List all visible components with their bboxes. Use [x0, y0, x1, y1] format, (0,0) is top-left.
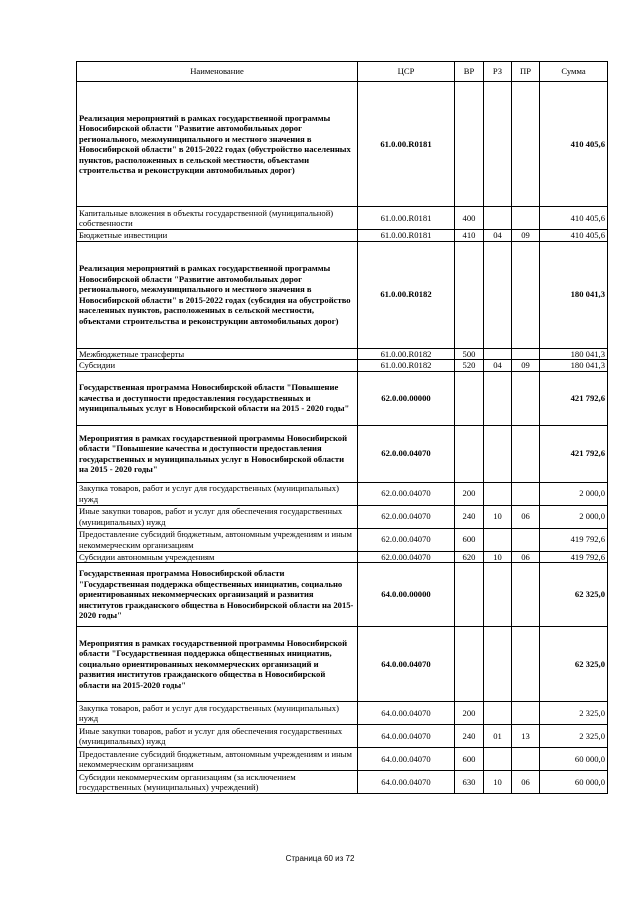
table-row	[77, 505, 608, 528]
row-vr: 500	[455, 348, 484, 360]
row-name: Субсидии автономным учреждениям	[77, 551, 358, 563]
row-csr: 62.0.00.04070	[358, 528, 455, 551]
row-name: Иные закупки товаров, работ и услуг для обеспечения государственных (муниципальных) нужд	[77, 725, 358, 748]
row-sum: 62 325,0	[540, 563, 608, 627]
row-sum: 2 000,0	[540, 482, 608, 505]
row-rz	[484, 241, 512, 348]
row-csr: 61.0.00.R0182	[358, 348, 455, 360]
row-csr: 62.0.00.04070	[358, 505, 455, 528]
row-sum: 419 792,6	[540, 528, 608, 551]
row-rz	[484, 528, 512, 551]
table-row	[77, 371, 608, 425]
row-sum: 410 405,6	[540, 207, 608, 230]
row-vr: 200	[455, 702, 484, 725]
row-vr	[455, 425, 484, 482]
row-pr: 06	[512, 505, 540, 528]
row-pr: 09	[512, 230, 540, 242]
table-row	[77, 551, 608, 563]
row-vr: 630	[455, 771, 484, 794]
row-vr: 240	[455, 505, 484, 528]
row-rz: 04	[484, 360, 512, 372]
row-csr: 62.0.00.04070	[358, 551, 455, 563]
row-vr: 520	[455, 360, 484, 372]
table-row	[77, 748, 608, 771]
row-csr: 62.0.00.00000	[358, 371, 455, 425]
row-csr: 64.0.00.04070	[358, 627, 455, 702]
row-rz: 01	[484, 725, 512, 748]
row-csr: 64.0.00.04070	[358, 771, 455, 794]
table-row	[77, 725, 608, 748]
table-row	[77, 482, 608, 505]
row-pr	[512, 482, 540, 505]
row-name: Межбюджетные трансферты	[77, 348, 358, 360]
table-row	[77, 702, 608, 725]
row-csr: 64.0.00.04070	[358, 702, 455, 725]
row-pr	[512, 425, 540, 482]
row-sum: 180 041,3	[540, 241, 608, 348]
row-vr: 620	[455, 551, 484, 563]
row-rz	[484, 207, 512, 230]
row-csr: 64.0.00.04070	[358, 748, 455, 771]
row-csr: 61.0.00.R0181	[358, 207, 455, 230]
row-vr: 240	[455, 725, 484, 748]
budget-table	[76, 61, 608, 794]
row-rz	[484, 425, 512, 482]
row-pr: 09	[512, 360, 540, 372]
row-name: Предоставление субсидий бюджетным, автономным учреждениям и иным некоммерческим организациям	[77, 528, 358, 551]
row-csr: 61.0.00.R0182	[358, 241, 455, 348]
row-sum: 180 041,3	[540, 360, 608, 372]
table-row	[77, 627, 608, 702]
row-rz	[484, 563, 512, 627]
table-row	[77, 207, 608, 230]
row-sum: 2 325,0	[540, 725, 608, 748]
row-sum: 419 792,6	[540, 551, 608, 563]
table-row	[77, 528, 608, 551]
row-rz	[484, 371, 512, 425]
row-vr: 400	[455, 207, 484, 230]
row-sum: 421 792,6	[540, 371, 608, 425]
row-pr	[512, 702, 540, 725]
row-rz: 10	[484, 771, 512, 794]
row-name: Государственная программа Новосибирской области "Государственная поддержка общественных инициатив, социально ориентированных некоммерческих организаций и развития институтов гражданского общества в Новосибирской области на 2015-2020 годы"	[77, 563, 358, 627]
row-csr: 61.0.00.R0181	[358, 230, 455, 242]
table-row	[77, 360, 608, 372]
table-row	[77, 425, 608, 482]
row-pr: 13	[512, 725, 540, 748]
row-name: Государственная программа Новосибирской области "Повышение качества и доступности предоставления государственных и муниципальных услуг в Новосибирской области на 2015 - 2020 годы"	[77, 371, 358, 425]
row-pr	[512, 563, 540, 627]
row-pr: 06	[512, 771, 540, 794]
header-sum: Сумма	[540, 62, 608, 82]
row-vr	[455, 627, 484, 702]
row-csr: 61.0.00.R0181	[358, 82, 455, 207]
row-vr	[455, 241, 484, 348]
row-csr: 64.0.00.00000	[358, 563, 455, 627]
table-row	[77, 563, 608, 627]
row-csr: 62.0.00.04070	[358, 482, 455, 505]
row-sum: 410 405,6	[540, 230, 608, 242]
row-name: Субсидии	[77, 360, 358, 372]
row-sum: 421 792,6	[540, 425, 608, 482]
row-sum: 2 000,0	[540, 505, 608, 528]
header-name: Наименование	[77, 62, 358, 82]
row-name: Субсидии некоммерческим организациям (за исключением государственных (муниципальных) учреждений)	[77, 771, 358, 794]
row-pr	[512, 241, 540, 348]
row-name: Бюджетные инвестиции	[77, 230, 358, 242]
row-rz	[484, 482, 512, 505]
page-number: Страница 60 из 72	[285, 854, 355, 863]
table-row	[77, 348, 608, 360]
row-vr: 200	[455, 482, 484, 505]
row-rz	[484, 748, 512, 771]
row-pr	[512, 348, 540, 360]
row-name: Предоставление субсидий бюджетным, автономным учреждениям и иным некоммерческим организациям	[77, 748, 358, 771]
row-pr	[512, 748, 540, 771]
row-rz	[484, 82, 512, 207]
row-rz	[484, 627, 512, 702]
row-rz	[484, 702, 512, 725]
row-name: Закупка товаров, работ и услуг для государственных (муниципальных) нужд	[77, 482, 358, 505]
row-csr: 64.0.00.04070	[358, 725, 455, 748]
row-pr	[512, 207, 540, 230]
row-name: Закупка товаров, работ и услуг для государственных (муниципальных) нужд	[77, 702, 358, 725]
header-row	[77, 62, 608, 82]
row-rz	[484, 348, 512, 360]
row-sum: 60 000,0	[540, 771, 608, 794]
table-row	[77, 771, 608, 794]
row-name: Мероприятия в рамках государственной программы Новосибирской области "Государственная поддержка общественных инициатив, социально ориентированных некоммерческих организаций и развития институтов гражданского общества в Новосибирской области на 2015-2020 годы"	[77, 627, 358, 702]
table-row	[77, 241, 608, 348]
row-name: Реализация мероприятий в рамках государственной программы Новосибирской области "Развитие автомобильных дорог регионального, межмуниципального и местного значения в Новосибирской области" в 2015-2022 годах (обустройство населенных пунктов, расположенных в сельской местности, объектами строительства и реконструкции автомобильных дорог)	[77, 82, 358, 207]
row-name: Реализация мероприятий в рамках государственной программы Новосибирской области "Развитие автомобильных дорог регионального, межмуниципального и местного значения в Новосибирской области" в 2015-2022 годах (субсидия на обустройство населенных пунктов, расположенных в сельской местности, объектами строительства и реконструкции автомобильных дорог)	[77, 241, 358, 348]
row-pr	[512, 82, 540, 207]
row-name: Капитальные вложения в объекты государственной (муниципальной) собственности	[77, 207, 358, 230]
row-csr: 62.0.00.04070	[358, 425, 455, 482]
row-rz: 10	[484, 551, 512, 563]
table-row	[77, 230, 608, 242]
row-sum: 410 405,6	[540, 82, 608, 207]
row-vr	[455, 371, 484, 425]
row-vr	[455, 82, 484, 207]
row-csr: 61.0.00.R0182	[358, 360, 455, 372]
header-csr: ЦСР	[358, 62, 455, 82]
row-sum: 60 000,0	[540, 748, 608, 771]
row-pr	[512, 627, 540, 702]
row-sum: 180 041,3	[540, 348, 608, 360]
row-name: Иные закупки товаров, работ и услуг для обеспечения государственных (муниципальных) нужд	[77, 505, 358, 528]
row-pr	[512, 371, 540, 425]
table-row	[77, 82, 608, 207]
row-pr: 06	[512, 551, 540, 563]
row-sum: 62 325,0	[540, 627, 608, 702]
header-vr: ВР	[455, 62, 484, 82]
header-rz: РЗ	[484, 62, 512, 82]
row-vr: 600	[455, 748, 484, 771]
header-pr: ПР	[512, 62, 540, 82]
row-vr	[455, 563, 484, 627]
row-rz: 04	[484, 230, 512, 242]
row-vr: 410	[455, 230, 484, 242]
row-pr	[512, 528, 540, 551]
row-rz: 10	[484, 505, 512, 528]
row-vr: 600	[455, 528, 484, 551]
row-sum: 2 325,0	[540, 702, 608, 725]
row-name: Мероприятия в рамках государственной программы Новосибирской области "Повышение качества и доступности предоставления государственных и муниципальных услуг в Новосибирской области на 2015 - 2020 годы"	[77, 425, 358, 482]
